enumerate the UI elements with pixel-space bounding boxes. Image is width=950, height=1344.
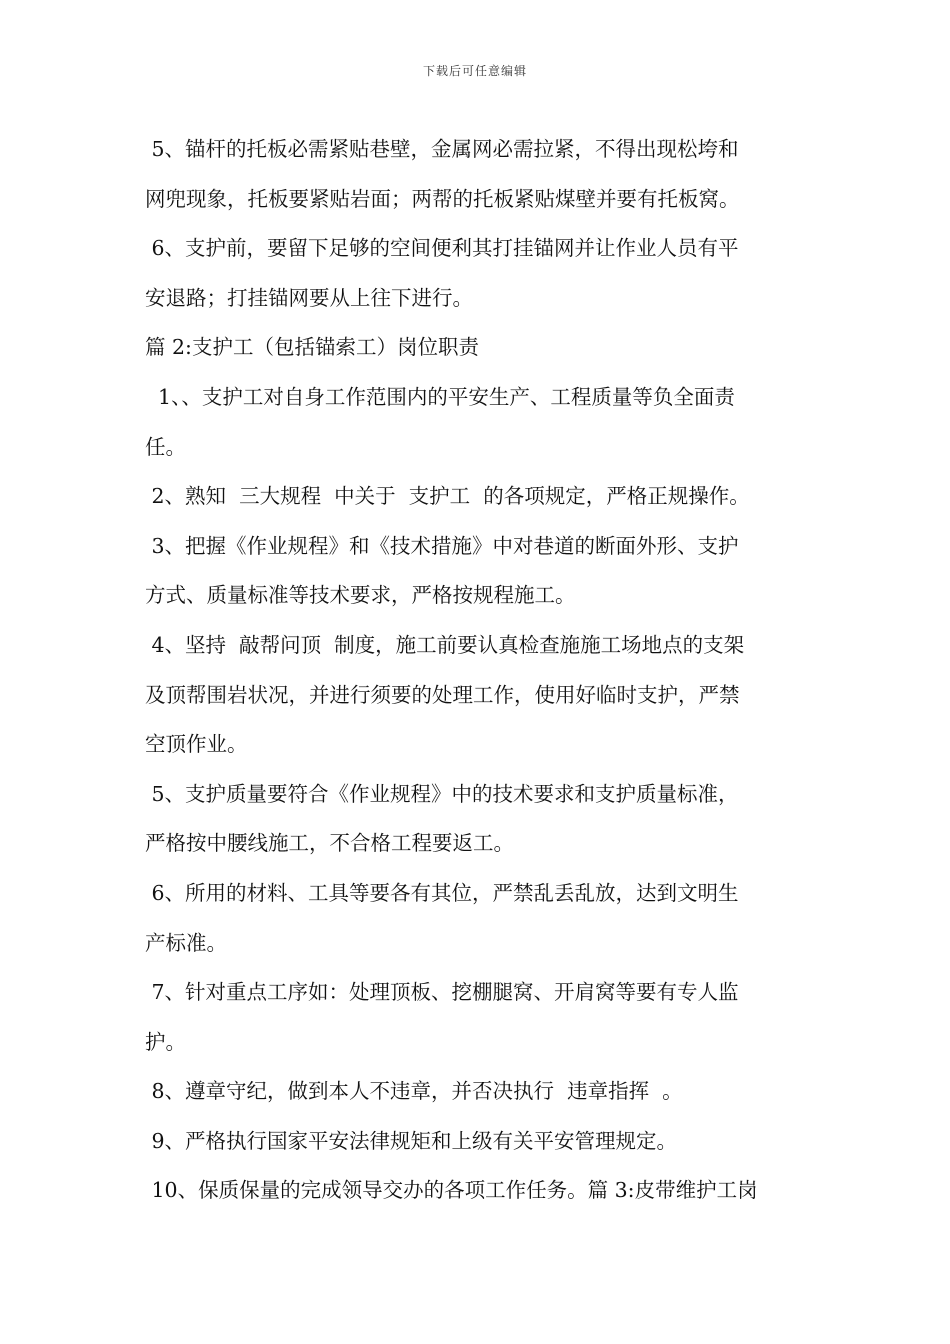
text-line: 5、支护质量要符合《作业规程》中的技术要求和支护质量标准， <box>145 781 739 806</box>
document-body <box>145 125 815 1216</box>
text-line: 2、熟知 三大规程 中关于 支护工 的各项规定，严格正规操作。 <box>145 484 750 509</box>
text-line: 6、所用的材料、工具等要各有其位，严禁乱丢乱放，达到文明生 <box>145 880 739 905</box>
text-line: 3、把握《作业规程》和《技术措施》中对巷道的断面外形、支护 <box>145 533 739 558</box>
text-line: 任。 <box>145 434 186 459</box>
text-line: 及顶帮围岩状况，并进行须要的处理工作，使用好临时支护，严禁 <box>145 682 740 707</box>
section-heading: 篇 2:支护工（包括锚索工）岗位职责 <box>145 335 479 360</box>
text-line: 严格按中腰线施工，不合格工程要返工。 <box>145 831 514 856</box>
text-line: 1、、支护工对自身工作范围内的平安生产、工程质量等负全面责 <box>145 384 735 409</box>
text-line: 9、严格执行国家平安法律规矩和上级有关平安管理规定。 <box>145 1128 678 1153</box>
text-line: 方式、质量标准等技术要求，严格按规程施工。 <box>145 583 576 608</box>
text-line: 空顶作业。 <box>145 732 248 757</box>
text-line: 6、支护前，要留下足够的空间便利其打挂锚网并让作业人员有平 <box>145 236 739 261</box>
text-line: 护。 <box>145 1029 186 1054</box>
text-line: 网兜现象，托板要紧贴岩面；两帮的托板紧贴煤壁并要有托板窝。 <box>145 186 740 211</box>
text-line: 5、锚杆的托板必需紧贴巷壁，金属网必需拉紧，不得出现松垮和 <box>145 137 739 161</box>
text-line: 7、针对重点工序如：处理顶板、挖棚腿窝、开肩窝等要有专人监 <box>145 980 739 1005</box>
text-line: 安退路；打挂锚网要从上往下进行。 <box>145 285 473 310</box>
text-line: 4、坚持 敲帮问顶 制度，施工前要认真检查施施工场地点的支架 <box>145 632 745 657</box>
text-line: 产标准。 <box>145 930 227 955</box>
page-header: 下载后可任意编辑 <box>422 64 527 78</box>
text-line: 10、保质保量的完成领导交办的各项工作任务。篇 3:皮带维护工岗 <box>145 1178 758 1203</box>
text-line: 8、遵章守纪，做到本人不违章，并否决执行 违章指挥 。 <box>145 1079 683 1104</box>
